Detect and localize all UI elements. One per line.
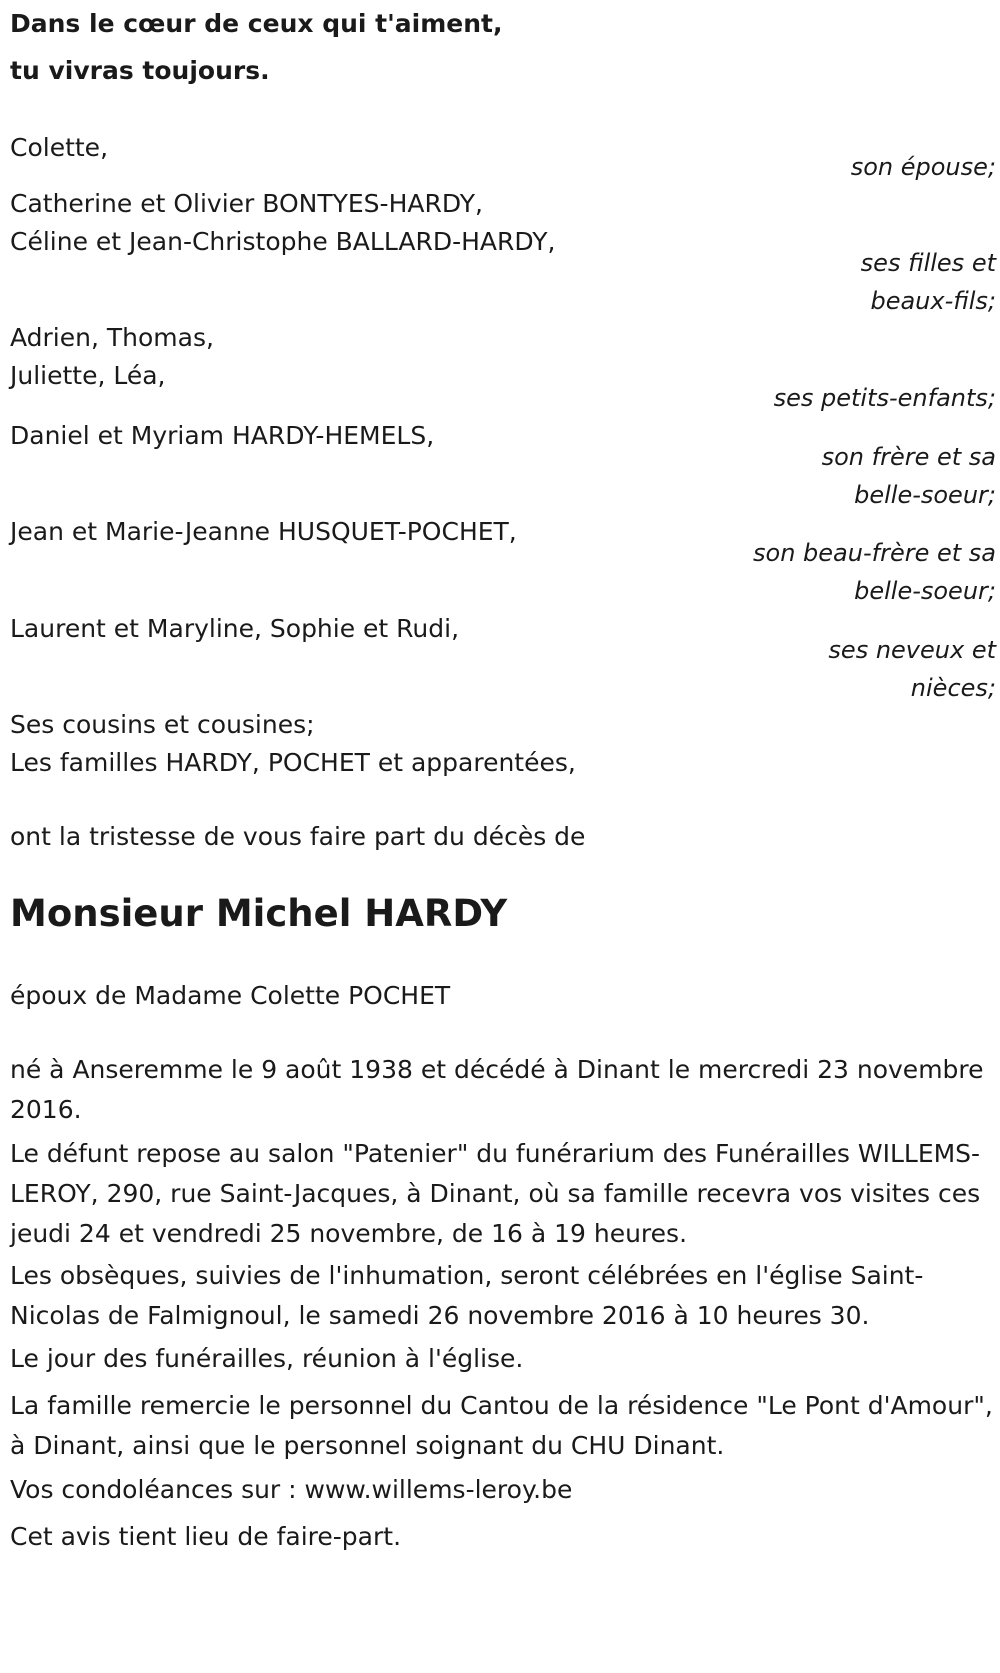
spouse-name: Colette,	[10, 133, 109, 162]
deceased-name: Monsieur Michel HARDY	[10, 892, 508, 935]
nephews-role-line-2: nièces;	[910, 674, 996, 702]
daughters-line-1: Catherine et Olivier BONTYES-HARDY,	[10, 189, 483, 218]
cousins: Ses cousins et cousines;	[10, 710, 315, 739]
epigraph-line-1: Dans le cœur de ceux qui t'aiment,	[10, 9, 503, 38]
daughters-line-2: Céline et Jean-Christophe BALLARD-HARDY,	[10, 227, 556, 256]
grandchildren-line-1: Adrien, Thomas,	[10, 323, 214, 352]
repose-paragraph: Le défunt repose au salon "Patenier" du funérarium des Funérailles WILLEMS-LEROY, 290, rue Saint-Jacques, à Dinant, où sa famille recevra vos visites ces jeudi 24 et vendredi 25 novembre, de 16 à 19 heures.	[10, 1139, 981, 1248]
daughters-role-line-1: ses filles et	[860, 249, 996, 277]
spouse-of: époux de Madame Colette POCHET	[10, 981, 451, 1010]
spouse-role: son épouse;	[850, 153, 996, 181]
inlaws-role-line-2: belle-soeur;	[854, 577, 996, 605]
nephews-role-line-1: ses neveux et	[828, 636, 996, 664]
daughters-role-line-2: beaux-fils;	[870, 287, 996, 315]
inlaws-names: Jean et Marie-Jeanne HUSQUET-POCHET,	[10, 517, 517, 546]
gathering-paragraph: Le jour des funérailles, réunion à l'église.	[10, 1344, 524, 1373]
brother-role-line-2: belle-soeur;	[854, 481, 996, 509]
inlaws-role-line-1: son beau-frère et sa	[753, 539, 996, 567]
nephews-names: Laurent et Maryline, Sophie et Rudi,	[10, 614, 460, 643]
families: Les familles HARDY, POCHET et apparentées,	[10, 748, 576, 777]
announcement: ont la tristesse de vous faire part du décès de	[10, 822, 586, 851]
brother-role-line-1: son frère et sa	[821, 443, 996, 471]
birth-death-paragraph: né à Anseremme le 9 août 1938 et décédé à Dinant le mercredi 23 novembre 2016.	[10, 1055, 984, 1124]
brother-names: Daniel et Myriam HARDY-HEMELS,	[10, 421, 435, 450]
grandchildren-role: ses petits-enfants;	[773, 384, 996, 412]
condolences-paragraph: Vos condoléances sur : www.willems-leroy.be	[10, 1475, 573, 1504]
grandchildren-line-2: Juliette, Léa,	[10, 361, 166, 390]
thanks-paragraph: La famille remercie le personnel du Cantou de la résidence "Le Pont d'Amour", à Dinant, ainsi que le personnel soignant du CHU Dinant.	[10, 1391, 993, 1460]
funeral-paragraph: Les obsèques, suivies de l'inhumation, seront célébrées en l'église Saint-Nicolas de Falmignoul, le samedi 26 novembre 2016 à 10 heures 30.	[10, 1261, 924, 1330]
notice-paragraph: Cet avis tient lieu de faire-part.	[10, 1522, 402, 1551]
epigraph-line-2: tu vivras toujours.	[10, 56, 270, 85]
